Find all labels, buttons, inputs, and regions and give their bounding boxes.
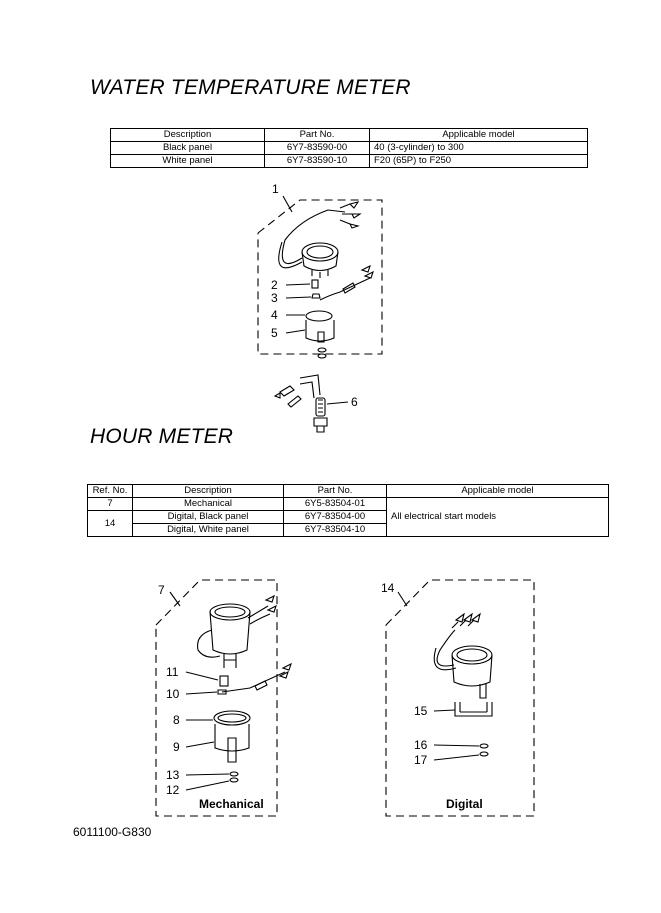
cell-part-no: 6Y7-83504-10 [284,524,387,537]
callout-6: 6 [351,395,358,409]
callout-14: 14 [381,581,395,595]
callout-16: 16 [414,738,428,752]
cell-description: Digital, Black panel [133,511,284,524]
cell-description: Mechanical [133,498,284,511]
cell-part-no: 6Y7-83590-10 [265,155,370,168]
cell-model: All electrical start models [387,498,609,537]
digital-meter-diagram [386,580,534,816]
col-ref-no: Ref. No. [88,485,133,498]
callout-5: 5 [271,326,278,340]
col-applicable-model: Applicable model [387,485,609,498]
cell-part-no: 6Y7-83504-00 [284,511,387,524]
cell-description: White panel [111,155,265,168]
callout-10: 10 [166,687,180,701]
callout-4: 4 [271,308,278,322]
callout-8: 8 [173,713,180,727]
col-description: Description [133,485,284,498]
callout-15: 15 [414,704,428,718]
callout-11: 11 [166,665,179,679]
callout-7: 7 [158,583,165,597]
callout-13: 13 [166,768,180,782]
callout-9: 9 [173,740,180,754]
cell-model: 40 (3-cylinder) to 300 [370,142,588,155]
digital-caption: Digital [446,797,483,811]
callout-3: 3 [271,291,278,305]
cell-ref: 7 [88,498,133,511]
cell-part-no: 6Y5-83504-01 [284,498,387,511]
callout-12: 12 [166,783,180,797]
callout-1: 1 [272,182,279,196]
water-temp-title: WATER TEMPERATURE METER [90,76,411,99]
col-applicable-model: Applicable model [370,129,588,142]
cell-description: Digital, White panel [133,524,284,537]
col-part-no: Part No. [284,485,387,498]
callout-2: 2 [271,278,278,292]
cell-model: F20 (65P) to F250 [370,155,588,168]
cell-ref: 14 [88,511,133,537]
cell-description: Black panel [111,142,265,155]
col-description: Description [111,129,265,142]
document-code: 6011100-G830 [73,825,152,839]
hour-meter-title: HOUR METER [90,425,234,448]
callout-17: 17 [414,753,428,767]
mechanical-caption: Mechanical [199,797,264,811]
cell-part-no: 6Y7-83590-00 [265,142,370,155]
col-part-no: Part No. [265,129,370,142]
